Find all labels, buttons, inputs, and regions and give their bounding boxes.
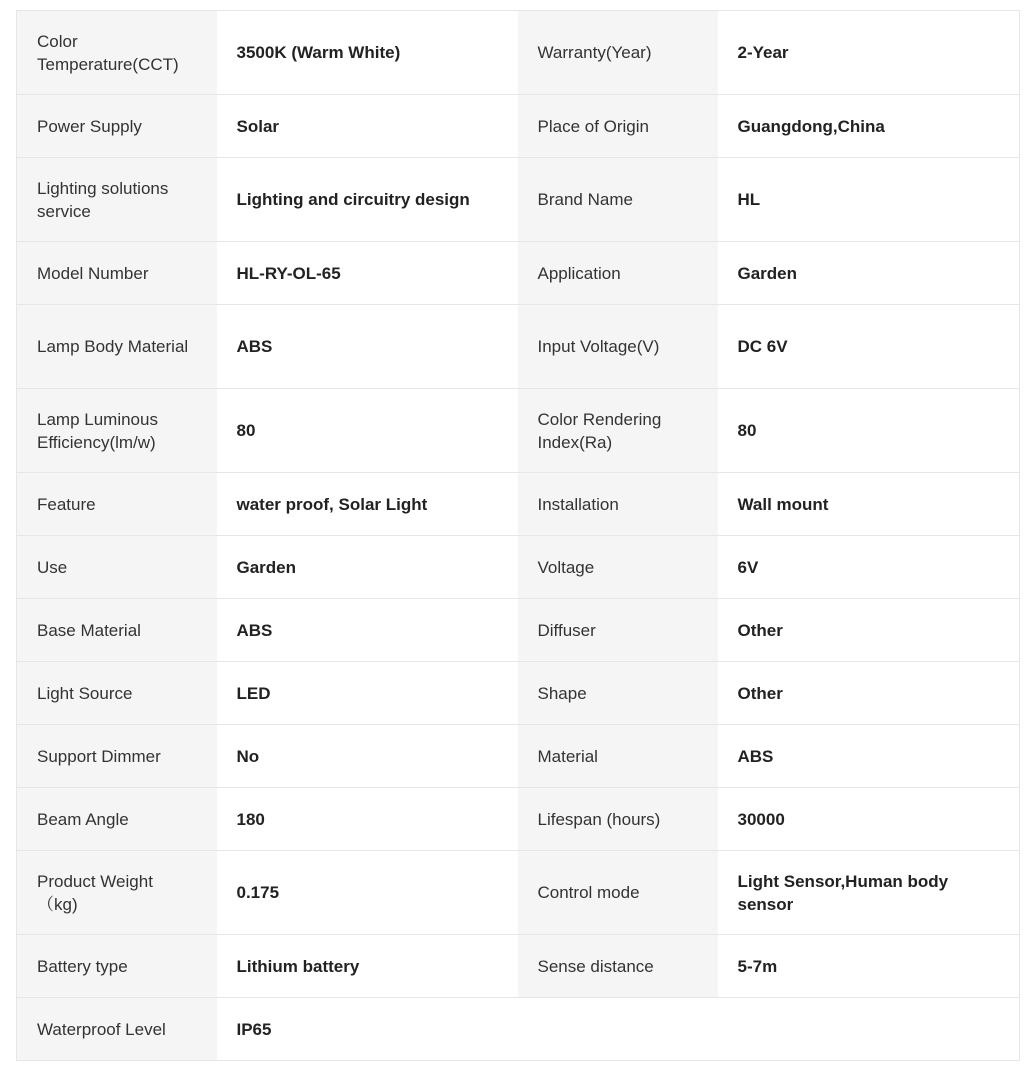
spec-value: Light Sensor,Human body sensor [718,851,1020,935]
spec-value: Wall mount [718,473,1020,536]
spec-value: Other [718,662,1020,725]
spec-value: 5-7m [718,935,1020,998]
spec-label: Color Temperature(CCT) [17,11,217,95]
spec-value: No [217,725,518,788]
spec-empty-cell [718,998,1020,1061]
product-spec-panel [16,10,1019,1061]
spec-label: Base Material [17,599,217,662]
spec-label: Material [518,725,718,788]
spec-value: Lithium battery [217,935,518,998]
spec-label: Model Number [17,242,217,305]
table-row [17,998,1020,1061]
spec-label: Warranty(Year) [518,11,718,95]
spec-label: Battery type [17,935,217,998]
spec-label: Brand Name [518,158,718,242]
spec-label: Beam Angle [17,788,217,851]
spec-value: IP65 [217,998,518,1061]
spec-label: Lifespan (hours) [518,788,718,851]
spec-label: Feature [17,473,217,536]
spec-label: Voltage [518,536,718,599]
spec-label: Input Voltage(V) [518,305,718,389]
spec-label: Product Weight （kg) [17,851,217,935]
spec-value: 3500K (Warm White) [217,11,518,95]
spec-label: Power Supply [17,95,217,158]
table-row [17,725,1020,788]
spec-value: Lighting and circuitry design [217,158,518,242]
spec-value: Garden [217,536,518,599]
spec-label: Waterproof Level [17,998,217,1061]
spec-label: Installation [518,473,718,536]
spec-empty-cell [518,998,718,1061]
spec-value: ABS [718,725,1020,788]
spec-label: Application [518,242,718,305]
spec-value: 30000 [718,788,1020,851]
spec-label: Sense distance [518,935,718,998]
spec-label: Control mode [518,851,718,935]
spec-value: Solar [217,95,518,158]
spec-label: Shape [518,662,718,725]
spec-value: ABS [217,305,518,389]
table-row [17,242,1020,305]
spec-value: HL [718,158,1020,242]
spec-value: water proof, Solar Light [217,473,518,536]
spec-value: Other [718,599,1020,662]
table-row [17,11,1020,95]
spec-label: Light Source [17,662,217,725]
table-row [17,662,1020,725]
spec-label: Place of Origin [518,95,718,158]
spec-value: 6V [718,536,1020,599]
spec-label: Lamp Body Material [17,305,217,389]
table-row [17,788,1020,851]
table-row [17,305,1020,389]
spec-value: LED [217,662,518,725]
spec-value: Garden [718,242,1020,305]
table-row [17,536,1020,599]
spec-value: 180 [217,788,518,851]
spec-label: Diffuser [518,599,718,662]
spec-value: 80 [718,389,1020,473]
table-row [17,389,1020,473]
spec-value: DC 6V [718,305,1020,389]
spec-label: Lamp Luminous Efficiency(lm/w) [17,389,217,473]
table-row [17,599,1020,662]
spec-value: HL-RY-OL-65 [217,242,518,305]
table-row [17,851,1020,935]
spec-value: 80 [217,389,518,473]
spec-value: 0.175 [217,851,518,935]
spec-label: Use [17,536,217,599]
spec-value: ABS [217,599,518,662]
table-row [17,935,1020,998]
table-row [17,158,1020,242]
product-spec-table [16,10,1020,1061]
spec-label: Support Dimmer [17,725,217,788]
spec-label: Lighting solutions service [17,158,217,242]
spec-label: Color Rendering Index(Ra) [518,389,718,473]
spec-value: 2-Year [718,11,1020,95]
spec-value: Guangdong,China [718,95,1020,158]
table-row [17,473,1020,536]
table-row [17,95,1020,158]
